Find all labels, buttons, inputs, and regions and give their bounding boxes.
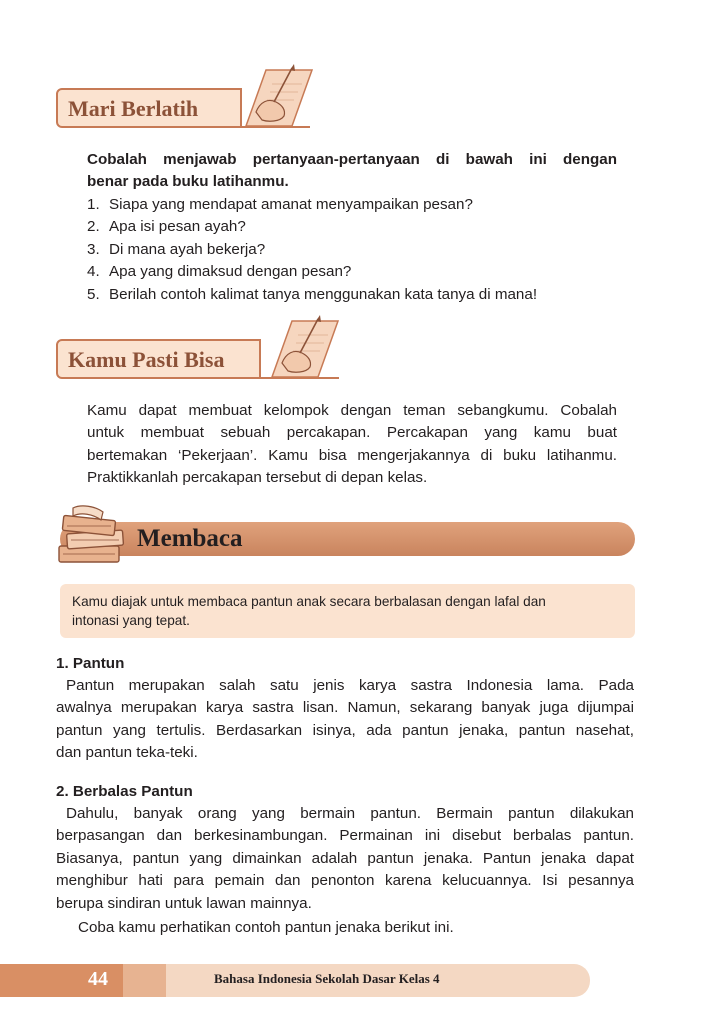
question-text: Apa isi pesan ayah? xyxy=(109,218,246,236)
question-text: Siapa yang mendapat amanat menyampaikan pesan? xyxy=(109,196,473,213)
question-number: 4. xyxy=(87,263,100,281)
paragraph-line: untuk membuat sebuah percakapan. Percakapan yang kamu buat xyxy=(87,424,617,442)
question-text: Berilah contoh kalimat tanya menggunakan kata tanya di mana! xyxy=(109,285,538,303)
paragraph-line: dan pantun teka-teki. xyxy=(56,744,198,762)
section-1-paragraph xyxy=(56,675,634,765)
membaca-title: Membaca xyxy=(137,525,243,552)
question-number: 3. xyxy=(87,240,100,258)
paragraph-line: berpasangan dan berkesinambungan. Permainan ini disebut berbalas pantun. xyxy=(56,827,634,845)
mari-berlatih-intro xyxy=(87,149,617,194)
membaca-info-box xyxy=(60,584,635,638)
paragraph-line: bertemakan ‘Pekerjaan’. Kamu bisa mengerjakannya di buku latihanmu. xyxy=(87,446,617,464)
page-number: 44 xyxy=(88,968,108,990)
mari-berlatih-label xyxy=(56,88,242,128)
mari-berlatih-title: Mari Berlatih xyxy=(68,96,199,121)
intro-line-1: Cobalah menjawab pertanyaan-pertanyaan di bawah ini dengan xyxy=(87,151,617,168)
kamu-pasti-bisa-paragraph xyxy=(87,400,617,490)
paragraph-line: pantun yang tertulis. Berdasarkan isinya, ada pantun jenaka, pantun nasehat, xyxy=(56,721,634,739)
list-item xyxy=(87,261,627,283)
paragraph-line: Praktikkanlah percakapan tersebut di depan kelas. xyxy=(87,469,428,487)
question-list xyxy=(87,194,627,306)
question-number: 1. xyxy=(87,196,100,213)
list-item xyxy=(87,239,627,261)
list-item xyxy=(87,284,627,306)
section-2-closing: Coba kamu perhatikan contoh pantun jenaka berikut ini. xyxy=(78,919,454,936)
kamu-pasti-bisa-label xyxy=(56,339,261,379)
question-text: Di mana ayah bekerja? xyxy=(109,240,266,258)
section-2-heading: 2. Berbalas Pantun xyxy=(56,783,193,800)
paragraph-line: menghibur hati para pemain dan penonton karena kelucuannya. Isi pesannya xyxy=(56,872,634,890)
list-item xyxy=(87,194,627,216)
question-number: 2. xyxy=(87,218,100,236)
paragraph-line: berupa sindiran untuk lawan mainnya. xyxy=(56,894,312,912)
intro-line-2: benar pada buku latihanmu. xyxy=(87,173,289,191)
question-number: 5. xyxy=(87,285,100,303)
kamu-pasti-bisa-title: Kamu Pasti Bisa xyxy=(68,347,225,372)
footer-accent-block xyxy=(123,964,166,997)
question-text: Apa yang dimaksud dengan pesan? xyxy=(109,263,352,281)
books-icon xyxy=(55,502,135,568)
info-line-2: intonasi yang tepat. xyxy=(72,613,190,628)
paragraph-line: Biasanya, pantun yang dimainkan adalah pantun jenaka. Pantun jenaka dapat xyxy=(56,849,634,867)
section-2-paragraph xyxy=(56,803,634,915)
section-1-heading: 1. Pantun xyxy=(56,655,125,672)
paragraph-line: awalnya merupakan karya sastra lisan. Namun, sekarang banyak juga dijumpai xyxy=(56,699,634,717)
book-title: Bahasa Indonesia Sekolah Dasar Kelas 4 xyxy=(214,971,440,986)
writing-hand-icon xyxy=(232,62,316,128)
paragraph-line: Dahulu, banyak orang yang bermain pantun. Bermain pantun dilakukan xyxy=(66,805,634,822)
info-line-1: Kamu diajak untuk membaca pantun anak secara berbalasan dengan lafal dan xyxy=(72,594,546,609)
list-item xyxy=(87,216,627,238)
paragraph-line: Pantun merupakan salah satu jenis karya sastra Indonesia lama. Pada xyxy=(66,677,634,694)
writing-hand-icon xyxy=(258,313,342,379)
paragraph-line: Kamu dapat membuat kelompok dengan teman sebangkumu. Cobalah xyxy=(87,402,617,419)
